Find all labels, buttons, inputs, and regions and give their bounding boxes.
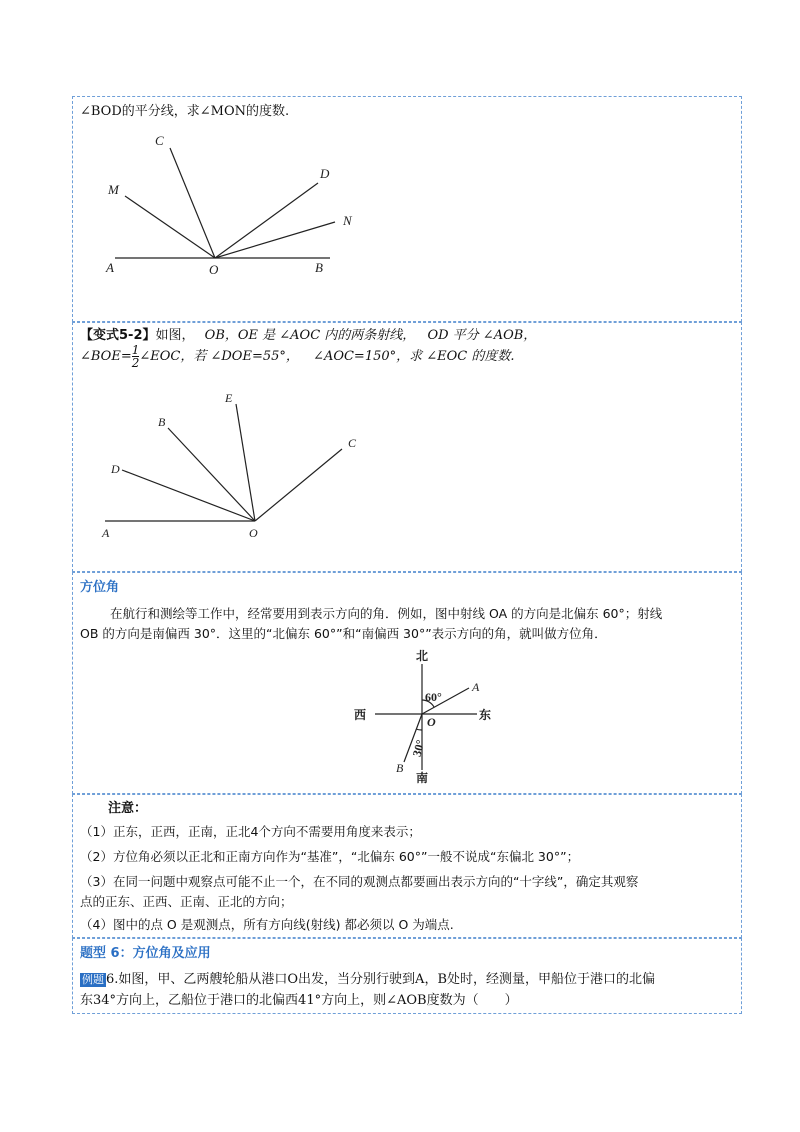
label-m: M xyxy=(108,182,119,197)
label-o: O xyxy=(209,262,219,277)
notes-title: 注意： xyxy=(108,801,148,816)
section-title-bearing: 方位角 xyxy=(80,580,120,595)
note-item-3: （3）在同一问题中观察点可能不止一个，在不同的观测点都要画出表示方向的“十字线”，确定其观察 xyxy=(80,874,639,889)
concept-paragraph-1: 在航行和测绘等工作中，经常要用到表示方向的角．例如，图中射线 OA 的方向是北偏东 60°；射线 xyxy=(110,606,663,621)
variant-tag: 【变式5-2】 xyxy=(80,328,156,343)
angle-60-label: 60° xyxy=(425,690,442,704)
note-item-4: （4）图中的点 O 是观测点，所有方向线(射线) 都必须以 O 为端点. xyxy=(80,917,454,932)
label-c2: C xyxy=(348,436,357,450)
concept-paragraph-2: OB 的方向是南偏西 30°．这里的“北偏东 60°”和“南偏西 30°”表示方向的角，就叫做方位角． xyxy=(80,626,607,641)
point-a-label: A xyxy=(472,680,480,694)
note-item-2: （2）方位角必须以正北和正南方向作为“基准”，“北偏东 60°”一般不说成“东偏北 30°”； xyxy=(80,849,580,864)
label-e: E xyxy=(225,391,233,405)
problem-text: ∠BOD的平分线，求∠MON的度数. xyxy=(80,104,290,119)
variant-line-1: 【变式5-2】如图， OB，OE 是 ∠AOC 内的两条射线， OD 平分 ∠AOB， xyxy=(80,328,537,343)
label-a: A xyxy=(106,260,114,275)
section-title-example: 题型 6：方位角及应用 xyxy=(80,946,211,961)
west-label: 西 xyxy=(354,708,367,722)
example-badge: 例题 xyxy=(82,973,104,986)
fraction: $\frac{1}{2}$ xyxy=(131,343,140,370)
south-label: 南 xyxy=(416,771,429,785)
label-c: C xyxy=(155,133,164,148)
question-line-1: 例题 6.如图，甲、乙两艘轮船从港口O出发，当分别行驶到A，B处时，经测量，甲船位于港口的北偏 xyxy=(82,972,656,987)
label-d: D xyxy=(320,166,330,181)
label-d2: D xyxy=(111,462,120,476)
variant-line-2: ∠BOE= $\frac{1}{2}$ ∠EOC，若 ∠DOE=55°， ∠AOC=150°，求 ∠EOC 的度数. xyxy=(80,343,515,370)
note-item-3-cont: 点的正东、正西、正南、正北的方向； xyxy=(80,894,293,909)
problem-box-1 xyxy=(72,96,742,322)
label-a2: A xyxy=(102,526,110,540)
label-n: N xyxy=(343,213,352,228)
east-label: 东 xyxy=(479,708,492,722)
north-label: 北 xyxy=(416,649,429,663)
label-b2: B xyxy=(158,415,166,429)
angle-30-label: 30° xyxy=(409,738,428,759)
origin-label: O xyxy=(427,715,436,729)
label-o2: O xyxy=(249,526,258,540)
label-b: B xyxy=(315,260,323,275)
question-line-2: 东34°方向上，乙船位于港口的北偏西41°方向上，则∠AOB度数为（ ） xyxy=(80,993,518,1008)
note-item-1: （1）正东，正西，正南，正北4个方向不需要用角度来表示； xyxy=(80,824,421,839)
point-b-label: B xyxy=(396,761,404,775)
